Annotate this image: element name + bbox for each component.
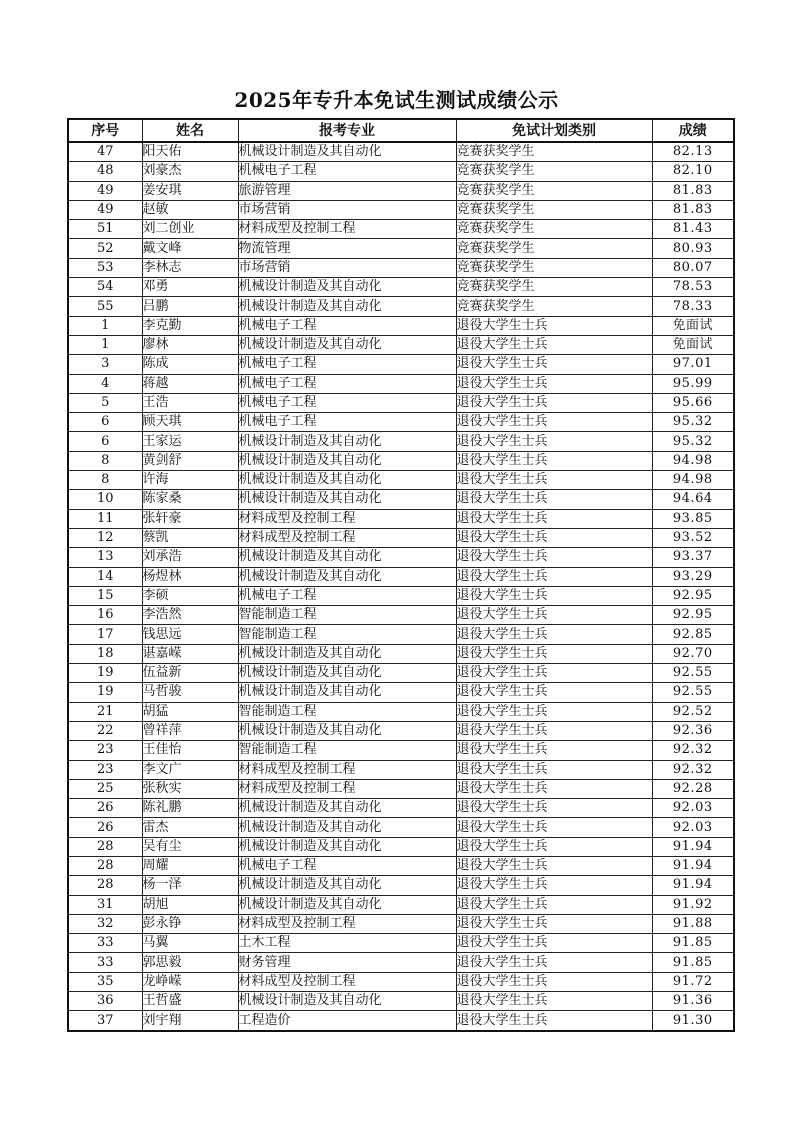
cell-score: 94.98 — [652, 471, 734, 490]
cell-category: 竞赛获奖学生 — [456, 162, 652, 181]
cell-category: 退役大学生士兵 — [456, 934, 652, 953]
table-row — [68, 162, 734, 181]
cell-score: 93.29 — [652, 567, 734, 586]
table-row — [68, 992, 734, 1011]
cell-major: 旅游管理 — [238, 181, 456, 200]
table-row — [68, 644, 734, 663]
cell-score: 80.93 — [652, 239, 734, 258]
cell-major: 机械设计制造及其自动化 — [238, 432, 456, 451]
cell-major: 机械电子工程 — [238, 856, 456, 875]
cell-major: 财务管理 — [238, 953, 456, 972]
cell-category: 竞赛获奖学生 — [456, 142, 652, 162]
table-body — [68, 142, 734, 1031]
cell-category: 竞赛获奖学生 — [456, 220, 652, 239]
table-row — [68, 297, 734, 316]
cell-seq: 51 — [68, 220, 142, 239]
cell-category: 退役大学生士兵 — [456, 432, 652, 451]
table-row — [68, 586, 734, 605]
cell-major: 机械设计制造及其自动化 — [238, 721, 456, 740]
table-row — [68, 355, 734, 374]
cell-seq: 54 — [68, 278, 142, 297]
table-row — [68, 200, 734, 219]
cell-name: 陈礼鹏 — [142, 799, 238, 818]
results-table — [67, 118, 735, 1032]
table-row — [68, 972, 734, 991]
cell-category: 竞赛获奖学生 — [456, 258, 652, 277]
table-row — [68, 413, 734, 432]
cell-major: 材料成型及控制工程 — [238, 914, 456, 933]
cell-category: 竞赛获奖学生 — [456, 239, 652, 258]
column-header-major: 报考专业 — [238, 119, 456, 142]
cell-name: 黄剑舒 — [142, 451, 238, 470]
cell-major: 机械电子工程 — [238, 374, 456, 393]
cell-major: 材料成型及控制工程 — [238, 779, 456, 798]
cell-category: 退役大学生士兵 — [456, 490, 652, 509]
cell-category: 退役大学生士兵 — [456, 509, 652, 528]
cell-name: 邓勇 — [142, 278, 238, 297]
cell-major: 机械电子工程 — [238, 586, 456, 605]
table-row — [68, 239, 734, 258]
cell-seq: 26 — [68, 799, 142, 818]
cell-seq: 22 — [68, 721, 142, 740]
cell-major: 工程造价 — [238, 1011, 456, 1031]
cell-name: 周耀 — [142, 856, 238, 875]
cell-score: 92.28 — [652, 779, 734, 798]
cell-seq: 47 — [68, 142, 142, 162]
cell-name: 陈家桑 — [142, 490, 238, 509]
cell-category: 退役大学生士兵 — [456, 625, 652, 644]
table-row — [68, 181, 734, 200]
cell-category: 退役大学生士兵 — [456, 721, 652, 740]
cell-score: 92.95 — [652, 586, 734, 605]
cell-score: 82.10 — [652, 162, 734, 181]
cell-major: 土木工程 — [238, 934, 456, 953]
cell-seq: 33 — [68, 953, 142, 972]
cell-major: 市场营销 — [238, 258, 456, 277]
table-row — [68, 799, 734, 818]
cell-category: 退役大学生士兵 — [456, 355, 652, 374]
cell-score: 92.52 — [652, 702, 734, 721]
cell-name: 姜安琪 — [142, 181, 238, 200]
cell-name: 胡猛 — [142, 702, 238, 721]
cell-score: 免面试 — [652, 316, 734, 335]
cell-major: 物流管理 — [238, 239, 456, 258]
cell-category: 退役大学生士兵 — [456, 799, 652, 818]
cell-score: 91.30 — [652, 1011, 734, 1031]
cell-major: 材料成型及控制工程 — [238, 220, 456, 239]
cell-category: 退役大学生士兵 — [456, 606, 652, 625]
cell-major: 智能制造工程 — [238, 741, 456, 760]
cell-seq: 13 — [68, 548, 142, 567]
cell-name: 蒋越 — [142, 374, 238, 393]
cell-name: 刘宇翔 — [142, 1011, 238, 1031]
cell-seq: 1 — [68, 335, 142, 354]
table-row — [68, 702, 734, 721]
cell-seq: 14 — [68, 567, 142, 586]
table-row — [68, 528, 734, 547]
cell-seq: 53 — [68, 258, 142, 277]
cell-name: 陈成 — [142, 355, 238, 374]
cell-seq: 17 — [68, 625, 142, 644]
cell-score: 91.94 — [652, 837, 734, 856]
cell-category: 竞赛获奖学生 — [456, 297, 652, 316]
cell-seq: 10 — [68, 490, 142, 509]
cell-major: 机械电子工程 — [238, 355, 456, 374]
cell-major: 机械设计制造及其自动化 — [238, 548, 456, 567]
cell-score: 91.88 — [652, 914, 734, 933]
cell-seq: 5 — [68, 393, 142, 412]
cell-name: 雷杰 — [142, 818, 238, 837]
cell-name: 王家运 — [142, 432, 238, 451]
cell-score: 95.99 — [652, 374, 734, 393]
cell-name: 李文广 — [142, 760, 238, 779]
cell-major: 机械设计制造及其自动化 — [238, 142, 456, 162]
table-row — [68, 953, 734, 972]
cell-category: 退役大学生士兵 — [456, 1011, 652, 1031]
cell-score: 92.36 — [652, 721, 734, 740]
cell-category: 退役大学生士兵 — [456, 548, 652, 567]
cell-seq: 48 — [68, 162, 142, 181]
table-row — [68, 471, 734, 490]
cell-category: 竞赛获奖学生 — [456, 278, 652, 297]
cell-major: 机械电子工程 — [238, 413, 456, 432]
cell-seq: 3 — [68, 355, 142, 374]
cell-name: 吴有尘 — [142, 837, 238, 856]
cell-score: 78.53 — [652, 278, 734, 297]
cell-category: 退役大学生士兵 — [456, 413, 652, 432]
cell-seq: 19 — [68, 664, 142, 683]
cell-name: 马哲骏 — [142, 683, 238, 702]
table-row — [68, 220, 734, 239]
cell-major: 材料成型及控制工程 — [238, 972, 456, 991]
cell-category: 退役大学生士兵 — [456, 316, 652, 335]
cell-category: 退役大学生士兵 — [456, 876, 652, 895]
cell-category: 退役大学生士兵 — [456, 664, 652, 683]
cell-name: 阳天佑 — [142, 142, 238, 162]
cell-score: 94.98 — [652, 451, 734, 470]
cell-score: 91.85 — [652, 953, 734, 972]
cell-category: 退役大学生士兵 — [456, 567, 652, 586]
cell-major: 机械设计制造及其自动化 — [238, 683, 456, 702]
cell-name: 杨一泽 — [142, 876, 238, 895]
cell-score: 92.32 — [652, 741, 734, 760]
cell-major: 机械电子工程 — [238, 316, 456, 335]
table-row — [68, 393, 734, 412]
cell-seq: 1 — [68, 316, 142, 335]
table-row — [68, 606, 734, 625]
column-header-seq: 序号 — [68, 119, 142, 142]
cell-name: 李浩然 — [142, 606, 238, 625]
cell-name: 戴文峰 — [142, 239, 238, 258]
cell-seq: 31 — [68, 895, 142, 914]
cell-seq: 23 — [68, 741, 142, 760]
table-row — [68, 914, 734, 933]
cell-name: 钱思远 — [142, 625, 238, 644]
cell-category: 退役大学生士兵 — [456, 644, 652, 663]
cell-major: 材料成型及控制工程 — [238, 509, 456, 528]
cell-seq: 6 — [68, 432, 142, 451]
cell-score: 81.43 — [652, 220, 734, 239]
table-row — [68, 625, 734, 644]
cell-name: 王浩 — [142, 393, 238, 412]
table-row — [68, 779, 734, 798]
cell-category: 退役大学生士兵 — [456, 451, 652, 470]
cell-seq: 52 — [68, 239, 142, 258]
table-row — [68, 818, 734, 837]
cell-score: 82.13 — [652, 142, 734, 162]
cell-seq: 8 — [68, 451, 142, 470]
cell-category: 退役大学生士兵 — [456, 972, 652, 991]
cell-major: 智能制造工程 — [238, 606, 456, 625]
cell-seq: 19 — [68, 683, 142, 702]
cell-name: 郭思毅 — [142, 953, 238, 972]
cell-major: 机械设计制造及其自动化 — [238, 876, 456, 895]
cell-score: 91.94 — [652, 856, 734, 875]
cell-name: 曾祥萍 — [142, 721, 238, 740]
cell-seq: 26 — [68, 818, 142, 837]
cell-seq: 37 — [68, 1011, 142, 1031]
cell-name: 李硕 — [142, 586, 238, 605]
cell-seq: 18 — [68, 644, 142, 663]
cell-name: 王哲盛 — [142, 992, 238, 1011]
table-row — [68, 509, 734, 528]
cell-score: 95.32 — [652, 413, 734, 432]
cell-score: 80.07 — [652, 258, 734, 277]
cell-score: 92.85 — [652, 625, 734, 644]
cell-major: 机械电子工程 — [238, 393, 456, 412]
cell-major: 机械设计制造及其自动化 — [238, 278, 456, 297]
table-row — [68, 741, 734, 760]
cell-score: 91.36 — [652, 992, 734, 1011]
cell-major: 材料成型及控制工程 — [238, 528, 456, 547]
cell-major: 市场营销 — [238, 200, 456, 219]
table-row — [68, 451, 734, 470]
cell-major: 机械设计制造及其自动化 — [238, 799, 456, 818]
cell-name: 伍益新 — [142, 664, 238, 683]
cell-name: 顾天琪 — [142, 413, 238, 432]
cell-seq: 15 — [68, 586, 142, 605]
cell-category: 退役大学生士兵 — [456, 818, 652, 837]
cell-seq: 21 — [68, 702, 142, 721]
cell-name: 刘二创业 — [142, 220, 238, 239]
cell-name: 许海 — [142, 471, 238, 490]
cell-name: 赵敏 — [142, 200, 238, 219]
cell-category: 退役大学生士兵 — [456, 953, 652, 972]
cell-name: 蔡凯 — [142, 528, 238, 547]
cell-score: 91.92 — [652, 895, 734, 914]
table-row — [68, 837, 734, 856]
cell-seq: 8 — [68, 471, 142, 490]
cell-seq: 33 — [68, 934, 142, 953]
cell-category: 退役大学生士兵 — [456, 471, 652, 490]
cell-seq: 36 — [68, 992, 142, 1011]
table-row — [68, 316, 734, 335]
cell-score: 92.03 — [652, 818, 734, 837]
cell-score: 92.95 — [652, 606, 734, 625]
table-row — [68, 335, 734, 354]
cell-major: 机械设计制造及其自动化 — [238, 335, 456, 354]
cell-name: 李克勤 — [142, 316, 238, 335]
cell-category: 退役大学生士兵 — [456, 374, 652, 393]
table-row — [68, 664, 734, 683]
table-row — [68, 934, 734, 953]
cell-major: 机械设计制造及其自动化 — [238, 664, 456, 683]
cell-category: 退役大学生士兵 — [456, 683, 652, 702]
cell-score: 78.33 — [652, 297, 734, 316]
table-row — [68, 432, 734, 451]
cell-score: 81.83 — [652, 200, 734, 219]
cell-seq: 55 — [68, 297, 142, 316]
cell-name: 谌嘉嵘 — [142, 644, 238, 663]
cell-score: 93.37 — [652, 548, 734, 567]
column-header-score: 成绩 — [652, 119, 734, 142]
cell-score: 97.01 — [652, 355, 734, 374]
cell-major: 材料成型及控制工程 — [238, 760, 456, 779]
table-row — [68, 856, 734, 875]
cell-score: 92.55 — [652, 683, 734, 702]
table-row — [68, 683, 734, 702]
cell-score: 92.55 — [652, 664, 734, 683]
cell-seq: 25 — [68, 779, 142, 798]
cell-major: 机械设计制造及其自动化 — [238, 818, 456, 837]
cell-category: 退役大学生士兵 — [456, 760, 652, 779]
table-row — [68, 876, 734, 895]
table-row — [68, 490, 734, 509]
cell-major: 机械电子工程 — [238, 162, 456, 181]
table-row — [68, 567, 734, 586]
column-header-category: 免试计划类别 — [456, 119, 652, 142]
table-header-row — [68, 119, 734, 142]
cell-score: 81.83 — [652, 181, 734, 200]
cell-category: 退役大学生士兵 — [456, 914, 652, 933]
cell-score: 91.85 — [652, 934, 734, 953]
cell-name: 张秋实 — [142, 779, 238, 798]
cell-category: 退役大学生士兵 — [456, 335, 652, 354]
cell-category: 退役大学生士兵 — [456, 779, 652, 798]
cell-seq: 12 — [68, 528, 142, 547]
cell-major: 机械设计制造及其自动化 — [238, 992, 456, 1011]
cell-major: 机械设计制造及其自动化 — [238, 837, 456, 856]
cell-major: 机械设计制造及其自动化 — [238, 297, 456, 316]
cell-seq: 28 — [68, 856, 142, 875]
cell-name: 刘承浩 — [142, 548, 238, 567]
cell-name: 李林志 — [142, 258, 238, 277]
cell-major: 机械设计制造及其自动化 — [238, 490, 456, 509]
table-row — [68, 721, 734, 740]
table-row — [68, 895, 734, 914]
cell-category: 退役大学生士兵 — [456, 741, 652, 760]
cell-major: 智能制造工程 — [238, 625, 456, 644]
cell-seq: 23 — [68, 760, 142, 779]
cell-category: 竞赛获奖学生 — [456, 181, 652, 200]
cell-seq: 32 — [68, 914, 142, 933]
table-row — [68, 1011, 734, 1031]
cell-name: 杨煜林 — [142, 567, 238, 586]
cell-category: 退役大学生士兵 — [456, 837, 652, 856]
cell-major: 机械设计制造及其自动化 — [238, 471, 456, 490]
cell-major: 机械设计制造及其自动化 — [238, 644, 456, 663]
cell-seq: 6 — [68, 413, 142, 432]
cell-category: 退役大学生士兵 — [456, 856, 652, 875]
cell-seq: 11 — [68, 509, 142, 528]
cell-category: 退役大学生士兵 — [456, 702, 652, 721]
table-row — [68, 374, 734, 393]
column-header-name: 姓名 — [142, 119, 238, 142]
cell-category: 退役大学生士兵 — [456, 528, 652, 547]
cell-major: 机械设计制造及其自动化 — [238, 451, 456, 470]
cell-category: 退役大学生士兵 — [456, 992, 652, 1011]
table-row — [68, 258, 734, 277]
table-row — [68, 760, 734, 779]
cell-seq: 16 — [68, 606, 142, 625]
cell-name: 吕鹏 — [142, 297, 238, 316]
cell-name: 彭永铮 — [142, 914, 238, 933]
cell-score: 91.94 — [652, 876, 734, 895]
table-row — [68, 278, 734, 297]
cell-score: 93.85 — [652, 509, 734, 528]
cell-major: 机械设计制造及其自动化 — [238, 895, 456, 914]
cell-name: 胡旭 — [142, 895, 238, 914]
cell-seq: 49 — [68, 181, 142, 200]
cell-score: 95.32 — [652, 432, 734, 451]
cell-seq: 49 — [68, 200, 142, 219]
cell-category: 退役大学生士兵 — [456, 393, 652, 412]
cell-seq: 28 — [68, 876, 142, 895]
cell-score: 92.70 — [652, 644, 734, 663]
cell-category: 退役大学生士兵 — [456, 586, 652, 605]
table-row — [68, 548, 734, 567]
cell-score: 94.64 — [652, 490, 734, 509]
cell-seq: 28 — [68, 837, 142, 856]
cell-major: 机械设计制造及其自动化 — [238, 567, 456, 586]
cell-score: 免面试 — [652, 335, 734, 354]
cell-score: 93.52 — [652, 528, 734, 547]
cell-name: 张轩豪 — [142, 509, 238, 528]
cell-seq: 4 — [68, 374, 142, 393]
cell-name: 廖林 — [142, 335, 238, 354]
cell-category: 竞赛获奖学生 — [456, 200, 652, 219]
cell-score: 92.32 — [652, 760, 734, 779]
cell-name: 龙峥嵘 — [142, 972, 238, 991]
cell-score: 95.66 — [652, 393, 734, 412]
cell-seq: 35 — [68, 972, 142, 991]
cell-category: 退役大学生士兵 — [456, 895, 652, 914]
cell-name: 马翼 — [142, 934, 238, 953]
cell-name: 刘豪杰 — [142, 162, 238, 181]
cell-score: 92.03 — [652, 799, 734, 818]
table-row — [68, 142, 734, 162]
page-title: 2025年专升本免试生测试成绩公示 — [234, 88, 559, 112]
cell-name: 王佳怡 — [142, 741, 238, 760]
cell-score: 91.72 — [652, 972, 734, 991]
cell-major: 智能制造工程 — [238, 702, 456, 721]
